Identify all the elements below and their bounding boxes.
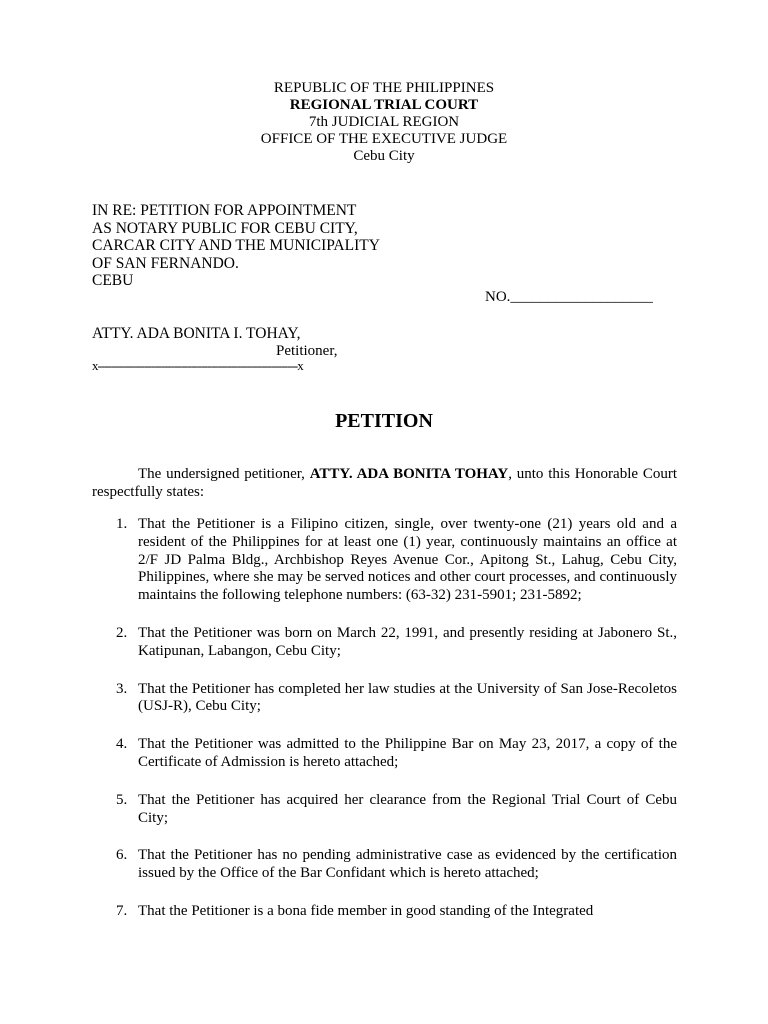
- petitioner-name: ATTY. ADA BONITA I. TOHAY,: [92, 325, 301, 342]
- caption-line: AS NOTARY PUBLIC FOR CEBU CITY,: [92, 219, 358, 237]
- item-number: 4.: [116, 736, 128, 753]
- caption-line: CARCAR CITY AND THE MUNICIPALITY: [92, 237, 380, 254]
- list-item: [92, 903, 677, 921]
- allegations-list: [92, 516, 677, 941]
- item-text: That the Petitioner has completed her law studies at the University of San Jose-Recoletos (USJ-R), Cebu City;: [138, 680, 677, 715]
- caption-line: IN RE: PETITION FOR APPOINTMENT: [92, 202, 357, 219]
- caption-line: CEBU: [92, 272, 134, 289]
- list-item: [92, 847, 677, 883]
- item-number: 5.: [116, 791, 128, 808]
- intro-paragraph: [92, 466, 677, 501]
- list-item: [92, 792, 677, 828]
- list-item: [92, 736, 677, 772]
- item-text: That the Petitioner was born on March 22, 1991, and presently residing at Jabonero St., Katipunan, Labangon, Cebu City;: [138, 624, 677, 659]
- intro-text-after: , unto this Honorable Court respectfully states:: [92, 466, 677, 500]
- intro-petitioner-name: ATTY. ADA BONITA TOHAY: [309, 466, 509, 482]
- list-item: [92, 516, 677, 605]
- item-text: That the Petitioner has no pending administrative case as evidenced by the certification issued by the Office of the Bar Confidant which is hereto attached;: [138, 847, 677, 882]
- item-number: 2.: [116, 624, 128, 641]
- item-number: 6.: [116, 847, 128, 864]
- item-text: That the Petitioner was admitted to the Philippine Bar on May 23, 2017, a copy of the Certificate of Admission is hereto attached;: [138, 736, 677, 770]
- intro-indent: [92, 466, 138, 482]
- case-number: NO.___________________: [485, 289, 653, 305]
- item-text: That the Petitioner is a bona fide member in good standing of the Integrated: [138, 902, 594, 919]
- caption-line: OF SAN FERNANDO.: [92, 254, 239, 272]
- caption-separator: x------------------------------------------------------------x: [92, 358, 303, 373]
- header-republic: REPUBLIC OF THE PHILIPPINES: [273, 80, 495, 96]
- item-text: That the Petitioner has acquired her clearance from the Regional Trial Court of Cebu City;: [138, 791, 677, 826]
- item-text: That the Petitioner is a Filipino citizen, single, over twenty-one (21) years old and a resident of the Philippines for at least one (1) year, continuously maintains an office at 2/F JD Palma Bldg., Archbishop Reyes Avenue Cor., Apitong St., Lahug, Cebu City, Philippines, where she may be served notices and other court processes, and continuously maintains the following telephone numbers: (63-32) 231-5901; 231-5892;: [138, 516, 677, 604]
- list-item: [92, 681, 677, 717]
- item-number: 7.: [116, 902, 128, 919]
- case-caption: [92, 202, 380, 290]
- item-number: 1.: [116, 516, 128, 532]
- header-office: OFFICE OF THE EXECUTIVE JUDGE: [260, 131, 508, 147]
- header-region: 7th JUDICIAL REGION: [308, 114, 460, 130]
- header-court: REGIONAL TRIAL COURT: [289, 97, 479, 113]
- list-item: [92, 625, 677, 661]
- document-title: PETITION: [335, 410, 433, 432]
- court-header: [0, 80, 768, 165]
- intro-text-before: The undersigned petitioner,: [138, 466, 310, 482]
- header-city: Cebu City: [353, 148, 415, 164]
- petitioner-role: Petitioner,: [276, 343, 338, 359]
- item-number: 3.: [116, 680, 128, 697]
